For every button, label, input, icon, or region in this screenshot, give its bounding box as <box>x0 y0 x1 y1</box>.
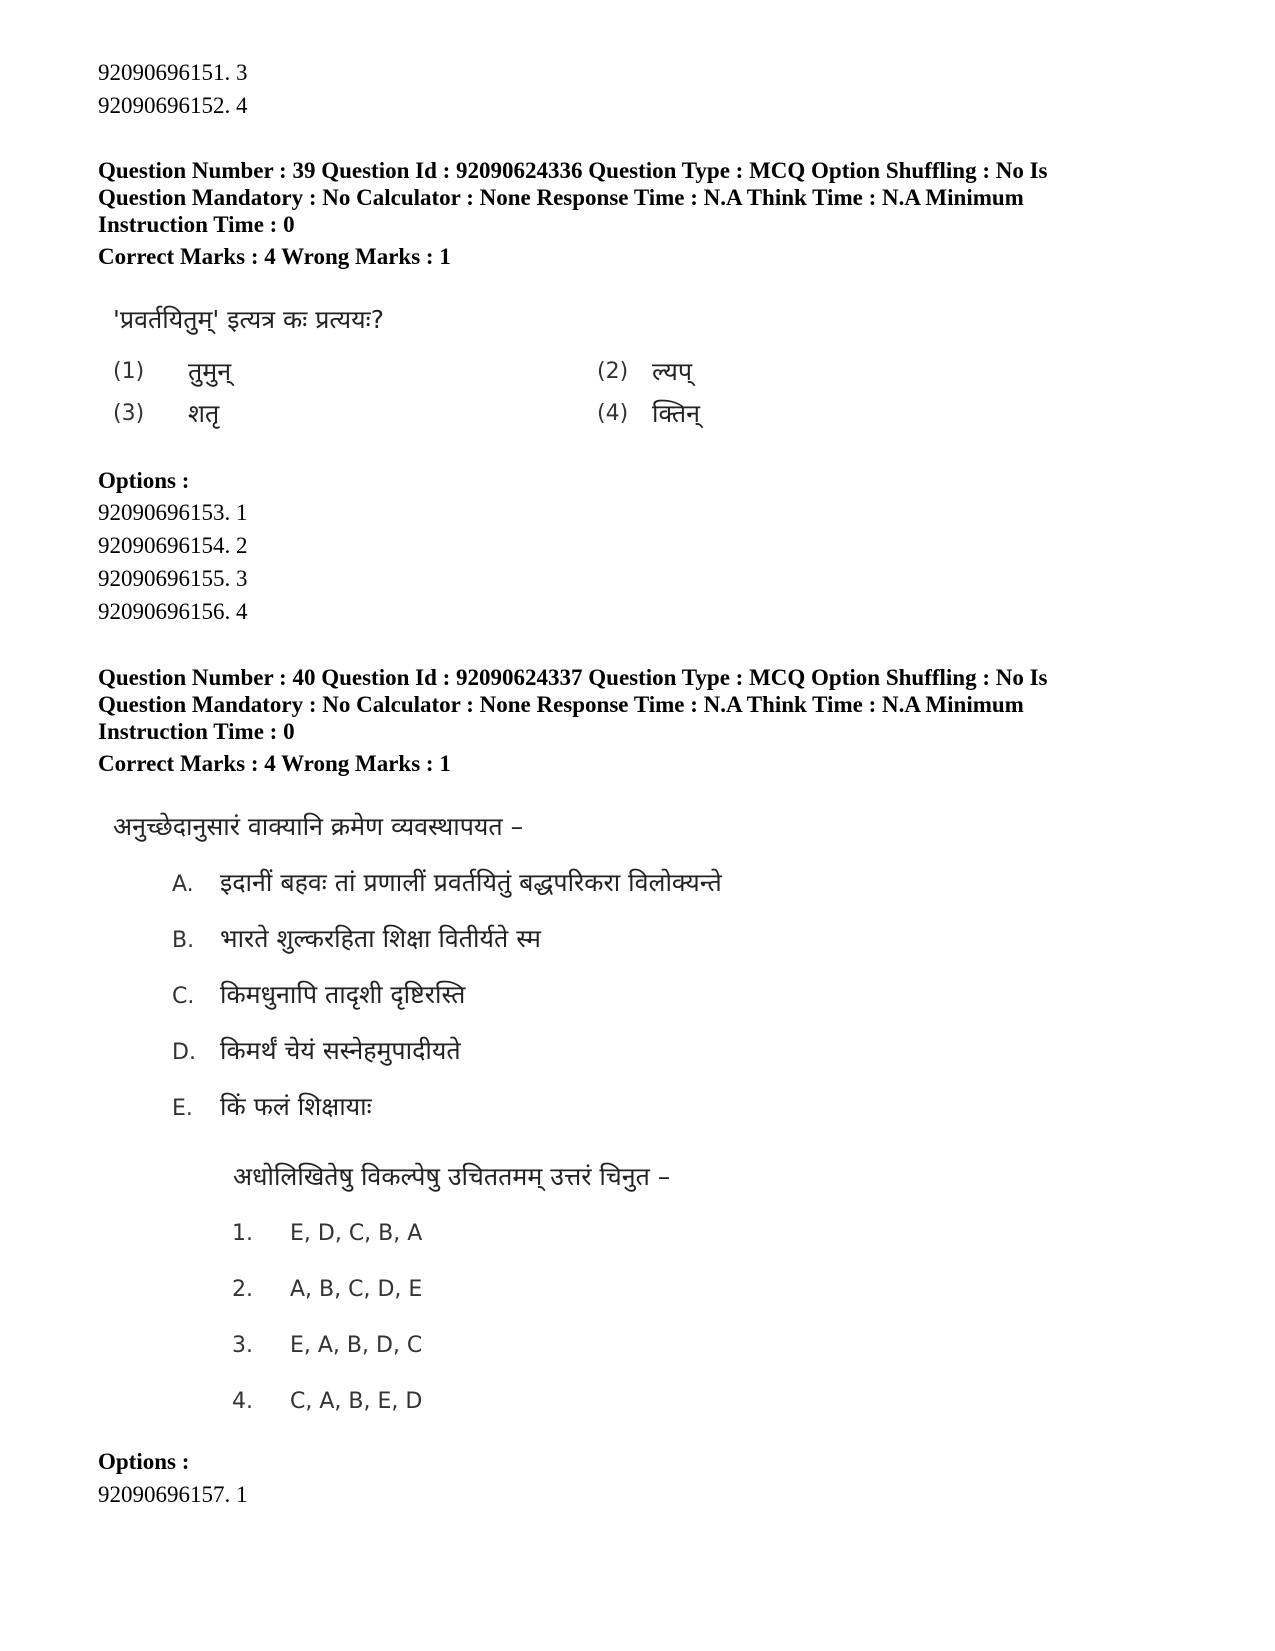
answer-number: 1. <box>232 1221 253 1246</box>
option-id: 92090696157. 1 <box>98 1482 248 1507</box>
answer-text: A, B, C, D, E <box>290 1277 423 1302</box>
marks-line: Correct Marks : 4 Wrong Marks : 1 <box>98 751 451 776</box>
choice-text: ल्यप् <box>652 357 693 386</box>
answer-text: E, D, C, B, A <box>290 1221 423 1246</box>
statement-label: D. <box>172 1040 196 1065</box>
options-label: Options : <box>98 1449 190 1474</box>
statement-label: C. <box>172 984 195 1009</box>
answer-text: E, A, B, D, C <box>290 1333 423 1358</box>
question-header-line: Question Mandatory : No Calculator : None Response Time : N.A Think Time : N.A Minimum <box>98 185 1024 210</box>
option-id: 92090696153. 1 <box>98 500 248 525</box>
question-header-line: Question Number : 39 Question Id : 92090624336 Question Type : MCQ Option Shuffling : No Is <box>98 158 1048 183</box>
choice-text: शतृ <box>188 399 220 428</box>
option-id: 92090696152. 4 <box>98 93 248 118</box>
instruction-text: अधोलिखितेषु विकल्पेषु उचिततमम् उत्तरं चिनुत – <box>233 1162 671 1191</box>
answer-number: 2. <box>232 1277 253 1302</box>
choice-number: (1) <box>113 359 145 384</box>
statement-text: किमधुनापि तादृशी दृष्टिरस्ति <box>220 980 466 1009</box>
option-id: 92090696154. 2 <box>98 533 248 558</box>
choice-text: क्तिन् <box>652 399 701 428</box>
question-header-line: Instruction Time : 0 <box>98 212 295 237</box>
options-label: Options : <box>98 468 190 493</box>
statement-text: भारते शुल्करहिता शिक्षा वितीर्यते स्म <box>220 924 541 953</box>
answer-text: C, A, B, E, D <box>290 1389 423 1414</box>
statement-text: किमर्थं चेयं सस्नेहमुपादीयते <box>220 1036 461 1065</box>
question-header-line: Question Number : 40 Question Id : 92090624337 Question Type : MCQ Option Shuffling : No Is <box>98 665 1048 690</box>
statement-label: E. <box>172 1096 193 1121</box>
choice-number: (4) <box>597 401 629 426</box>
question-text: अनुच्छेदानुसारं वाक्यानि क्रमेण व्यवस्थापयत – <box>113 812 524 841</box>
answer-number: 3. <box>232 1333 253 1358</box>
option-id: 92090696151. 3 <box>98 60 248 85</box>
choice-text: तुमुन् <box>188 357 232 386</box>
answer-number: 4. <box>232 1389 253 1414</box>
statement-text: किं फलं शिक्षायाः <box>220 1092 372 1121</box>
marks-line: Correct Marks : 4 Wrong Marks : 1 <box>98 244 451 269</box>
statement-label: B. <box>172 928 195 953</box>
option-id: 92090696156. 4 <box>98 599 248 624</box>
question-header-line: Instruction Time : 0 <box>98 719 295 744</box>
question-header-line: Question Mandatory : No Calculator : None Response Time : N.A Think Time : N.A Minimum <box>98 692 1024 717</box>
option-id: 92090696155. 3 <box>98 566 248 591</box>
statement-text: इदानीं बहवः तां प्रणालीं प्रवर्तयितुं बद्धपरिकरा विलोक्यन्ते <box>220 868 722 897</box>
question-text: 'प्रवर्तयितुम्' इत्यत्र कः प्रत्ययः? <box>113 305 385 334</box>
choice-number: (2) <box>597 359 629 384</box>
choice-number: (3) <box>113 401 145 426</box>
statement-label: A. <box>172 872 194 897</box>
